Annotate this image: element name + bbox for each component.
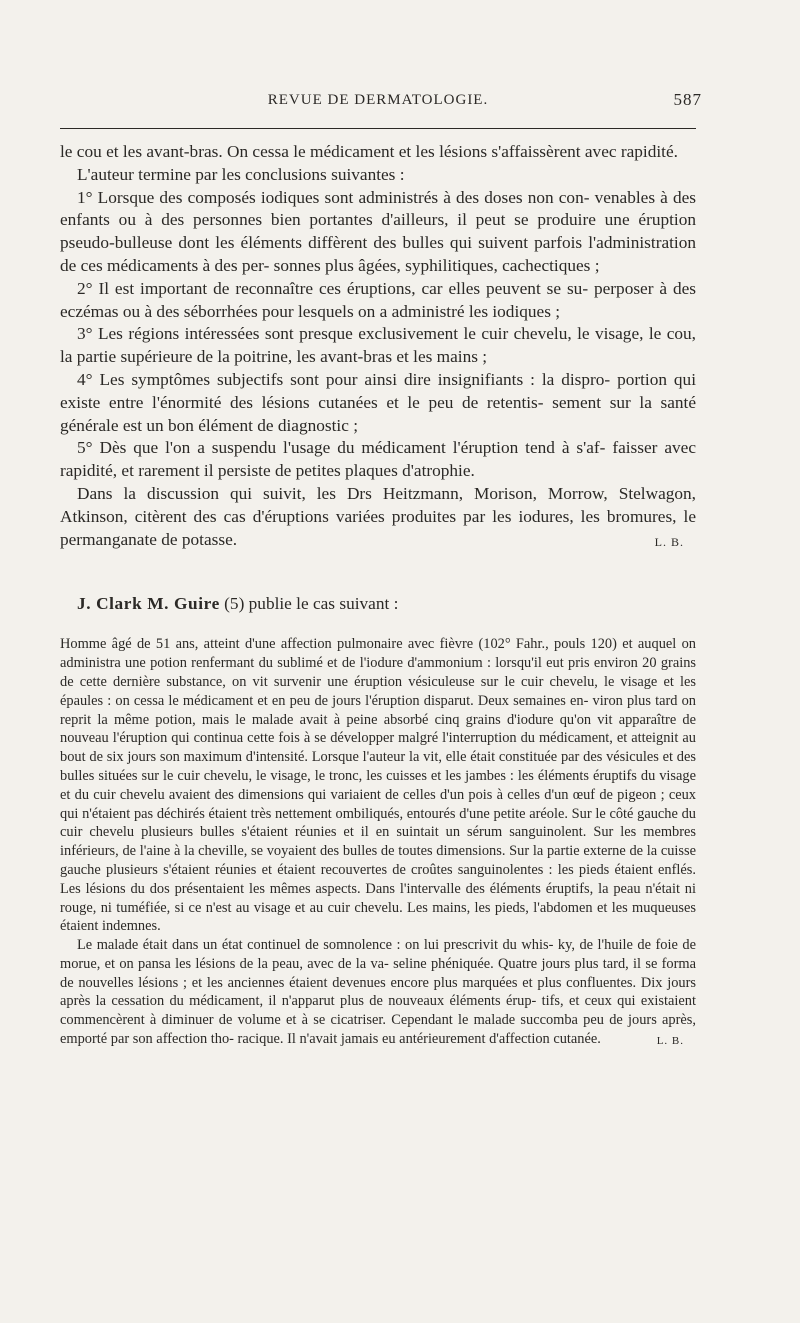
author-signature: L. B.	[656, 1035, 684, 1048]
header-rule	[60, 128, 696, 129]
running-header	[60, 90, 702, 118]
paragraph: 1° Lorsque des composés iodiques sont administrés à des doses non con- venables à des enfants ou à des personnes bien portantes d'ailleurs, il peut se produire une éruption pseudo-bulleuse dont les éléments diffèrent des bulles qui suivent parfois l'administration de ces médicaments à des per- sonnes plus âgées, syphilitiques, cachectiques ;	[60, 187, 696, 275]
paragraph: L'auteur termine par les conclusions suivantes :	[77, 164, 405, 184]
article-heading	[60, 593, 696, 615]
author-name: J. Clark M. Guire	[77, 594, 220, 614]
running-title: REVUE DE DERMATOLOGIE.	[267, 92, 489, 108]
heading-text: publie le cas suivant :	[248, 594, 399, 614]
second-article	[60, 635, 696, 1049]
first-article	[60, 141, 696, 551]
case-report-paragraph: Homme âgé de 51 ans, atteint d'une affection pulmonaire avec fièvre (102° Fahr., pouls 120) et auquel on administra une potion renfermant du sublimé et de l'iodure d'ammonium : lorsqu'il eut pris environ 20 grains de cette dernière substance, on vit survenir une éruption vésiculeuse sur le cuir chevelu, le visage et les épaules : on cessa le médicament et en peu de jours l'éruption disparut. Deux semaines en- viron plus tard on reprit la même potion, mais le malade avait à peine absorbé cinq grains d'iodure qu'on vit apparaître de nouveau l'éruption qui continua cette fois à se développer malgré l'interruption du médicament, et atteignit au bout de six jours son maximum d'intensité. Lorsque l'auteur la vit, elle était constituée par des vésicules et des bulles situées sur le cuir chevelu, le visage, le tronc, les cuisses et les jambes : les éléments éruptifs du visage et du cuir chevelu avaient des dimensions qui variaient de celles d'un pois à celles d'un œuf de pigeon ; ceux qui n'étaient pas déchirés étaient très nettement ombiliqués, entourés d'une petite aréole. Sur le côté gauche du cuir chevelu plusieurs bulles s'étaient réunies et il en suintait un sérum sanguinolent. Sur les membres inférieurs, de l'aine à la cheville, se voyaient des bulles de toutes dimensions. Sur la partie externe de la cuisse gauche plusieurs s'étaient réunies et étaient recouvertes de croûtes sanguinolentes : les pieds étaient enflés. Les lésions du dos présentaient les mêmes aspects. Dans l'intervalle des éléments éruptifs, la peau n'était ni rouge, ni tuméfiée, si ce n'est au visage et au cuir chevelu. Les mains, les pieds, l'abdomen et les muqueuses étaient indemnes.	[60, 636, 696, 935]
paragraph-text: Le malade était dans un état continuel de somnolence : on lui prescrivit du whis- ky, de l'huile de foie de morue, et on pansa les lésions de la peau, avec de la va- seline phéniquée. Quatre jours plus tard, il se forma de nouvelles lésions ; et les anciennes étaient devenues encore plus marquées et plus confluentes. Dix jours après la cessation du médicament, il n'apparut plus de nouveaux éléments érup- tifs, et ceux qui existaient commencèrent à diminuer de volume et à se cicatriser. Cependant le malade succomba peu de jours après, emporté par son affection tho- racique. Il n'avait jamais eu antérieurement d'affection cutanée.	[60, 937, 696, 1048]
journal-page	[60, 90, 702, 1051]
page-number: 587	[673, 90, 702, 109]
paragraph: 4° Les symptômes subjectifs sont pour ainsi dire insignifiants : la dispro- portion qui existe entre l'énormité des lésions cutanées et le peu de retentis- sement sur la santé générale est un bon élément de diagnostic ;	[60, 369, 696, 435]
author-signature: L. B.	[654, 534, 684, 549]
case-report-paragraph-last	[60, 936, 696, 1049]
paragraph: 2° Il est important de reconnaître ces éruptions, car elles peuvent se su- perposer à des eczémas ou à des séborrhées pour lesquels on a administré les iodiques ;	[60, 278, 696, 321]
paragraph: 3° Les régions intéressées sont presque exclusivement le cuir chevelu, le visage, le cou, la partie supérieure de la poitrine, les avant-bras et les mains ;	[60, 324, 696, 367]
paragraph: le cou et les avant-bras. On cessa le médicament et les lésions s'affaissèrent avec rapidité.	[60, 142, 678, 161]
paragraph: 5° Dès que l'on a suspendu l'usage du médicament l'éruption tend à s'af- faisser avec rapidité, et rarement il persiste de petites plaques d'atrophie.	[60, 438, 696, 481]
reference-number: (5)	[224, 594, 245, 614]
paragraph-last	[60, 483, 696, 551]
paragraph-text: Dans la discussion qui suivit, les Drs Heitzmann, Morison, Morrow, Stelwagon, Atkinson, citèrent des cas d'éruptions variées produites par les iodures, les bromures, le permanganate de potasse.	[60, 483, 696, 549]
